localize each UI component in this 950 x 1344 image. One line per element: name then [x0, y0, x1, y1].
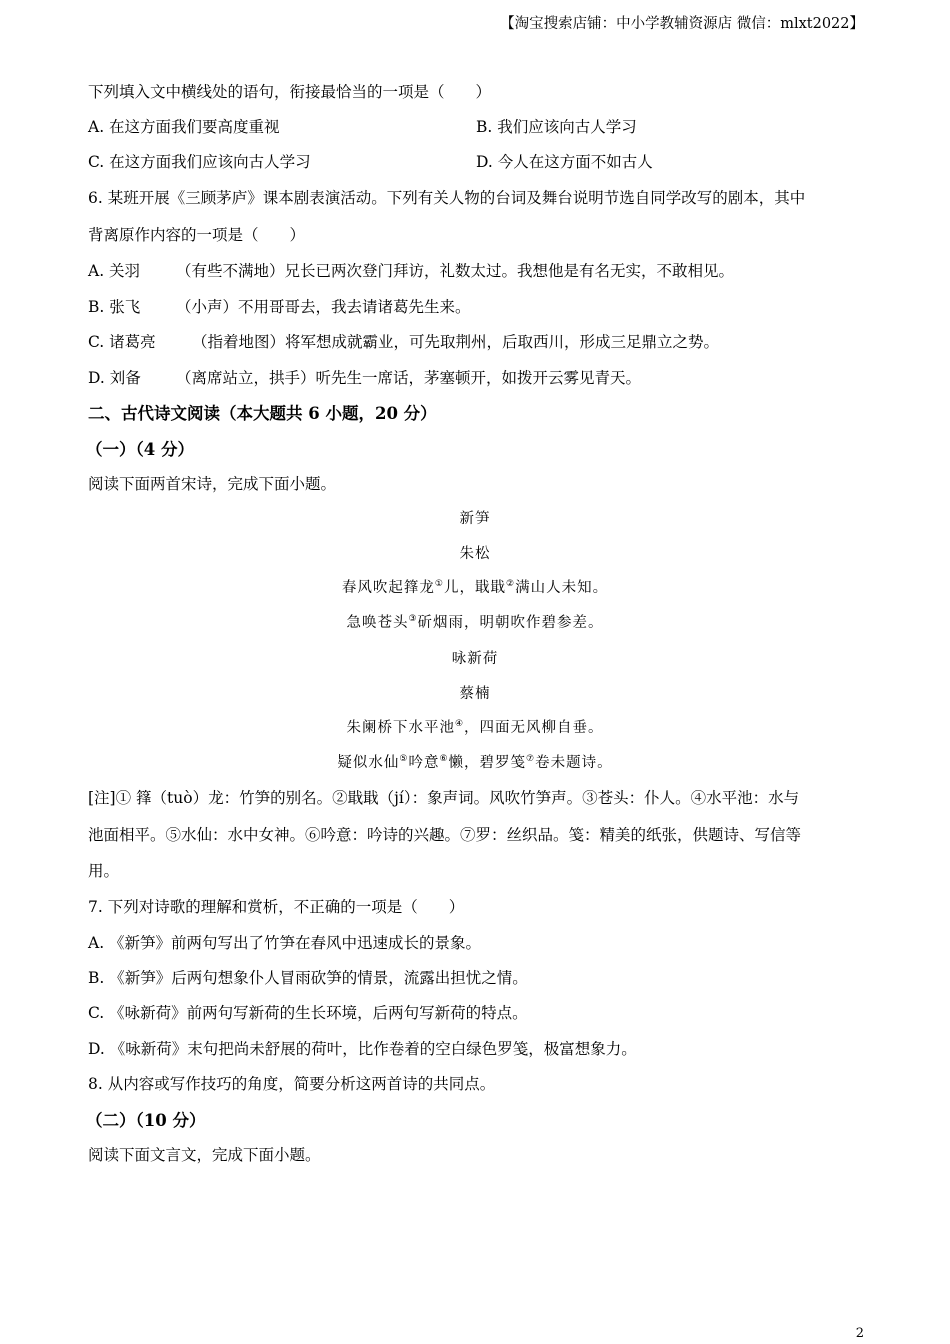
poem1-line1: 春风吹起箨龙①儿，戢戢②满山人未知。 [341, 579, 609, 596]
q6-option-a-role: A. 关羽 [88, 262, 141, 280]
q6-option-d-text: （离席站立，拱手）听先生一席话，茅塞顿开，如拨开云雾见青天。 [176, 369, 642, 387]
note-marker: ③ [408, 614, 418, 624]
note-marker: ⑦ [526, 754, 536, 764]
section-2-title: 二、古代诗文阅读（本大题共 6 小题，20 分） [88, 404, 437, 423]
q5-option-d: D. 今人在这方面不如古人 [476, 153, 653, 171]
notes-line1: [注]① 箨（tuò）龙：竹笋的别名。②戢戢（jí）：象声词。风吹竹笋声。③苍头：仆人。④水平池：水与 [88, 789, 800, 807]
notes-line3: 用。 [88, 862, 120, 880]
part-2-title: （二）（10 分） [86, 1111, 206, 1130]
q6-option-d [88, 366, 641, 388]
poem1-title: 新笋 [459, 511, 491, 527]
poem1-author: 朱松 [459, 546, 491, 562]
q6-option-c-role: C. 诸葛亮 [88, 333, 156, 351]
poem2-title: 咏新荷 [451, 651, 499, 667]
q6-option-b-role: B. 张飞 [88, 298, 141, 316]
part-2-intro: 阅读下面文言文，完成下面小题。 [88, 1146, 321, 1164]
q7-stem: 7. 下列对诗歌的理解和赏析，不正确的一项是（ ） [88, 898, 465, 916]
q7-option-b: B. 《新笋》后两句想象仆人冒雨砍笋的情景，流露出担忧之情。 [88, 969, 528, 987]
note-marker: ① [434, 579, 444, 589]
note-marker: ② [506, 579, 516, 589]
q6-option-d-role: D. 刘备 [88, 369, 141, 387]
q6-option-c [88, 330, 719, 352]
note-marker: ④ [454, 719, 465, 729]
page-number: 2 [855, 1326, 864, 1341]
q8-stem: 8. 从内容或写作技巧的角度，简要分析这两首诗的共同点。 [88, 1075, 496, 1093]
page-header: 【淘宝搜索店铺：中小学教辅资源店 微信：mlxt2022】 [500, 16, 864, 32]
q6-option-b [88, 295, 471, 317]
q5-option-b: B. 我们应该向古人学习 [476, 118, 637, 136]
poem2-author: 蔡楠 [459, 686, 491, 702]
q6-option-b-text: （小声）不用哥哥去，我去请诸葛先生来。 [176, 298, 471, 316]
part-1-title: （一）（4 分） [86, 440, 194, 459]
part-1-intro: 阅读下面两首宋诗，完成下面小题。 [88, 475, 337, 493]
q7-option-d: D. 《咏新荷》末句把尚未舒展的荷叶，比作卷着的空白绿色罗笺，极富想象力。 [88, 1040, 637, 1058]
q7-option-a: A. 《新笋》前两句写出了竹笋在春风中迅速成长的景象。 [88, 934, 482, 952]
q6-option-a [88, 259, 734, 281]
q6-option-a-text: （有些不满地）兄长已两次登门拜访，礼数太过。我想他是有名无实，不敢相见。 [176, 262, 735, 280]
q5-option-a: A. 在这方面我们要高度重视 [88, 118, 280, 136]
q5-option-c: C. 在这方面我们应该向古人学习 [88, 153, 311, 171]
poem1-line2: 急唤苍头③斫烟雨，明朝吹作碧参差。 [346, 614, 604, 631]
poem2-line2: 疑似水仙⑤吟意⑥懒，碧罗笺⑦卷未题诗。 [337, 754, 613, 771]
notes-line2: 池面相平。⑤水仙：水中女神。⑥吟意：吟诗的兴趣。⑦罗：丝织品。笺：精美的纸张，供题诗、写信等 [88, 826, 802, 844]
note-marker: ⑤ [399, 754, 409, 764]
q7-option-c: C. 《咏新荷》前两句写新荷的生长环境，后两句写新荷的特点。 [88, 1004, 528, 1022]
poem2-line1: 朱阑桥下水平池④，四面无风柳自垂。 [346, 719, 604, 736]
q6-stem-line1: 6. 某班开展《三顾茅庐》课本剧表演活动。下列有关人物的台词及舞台说明节选自同学改写的剧本，其中 [88, 189, 806, 207]
q5-stem: 下列填入文中横线处的语句，衔接最恰当的一项是（ ） [88, 83, 492, 101]
q6-option-c-text: （指着地图）将军想成就霸业，可先取荆州，后取西川，形成三足鼎立之势。 [192, 333, 720, 351]
note-marker: ⑥ [439, 754, 449, 764]
q6-stem-line2: 背离原作内容的一项是（ ） [88, 226, 306, 244]
